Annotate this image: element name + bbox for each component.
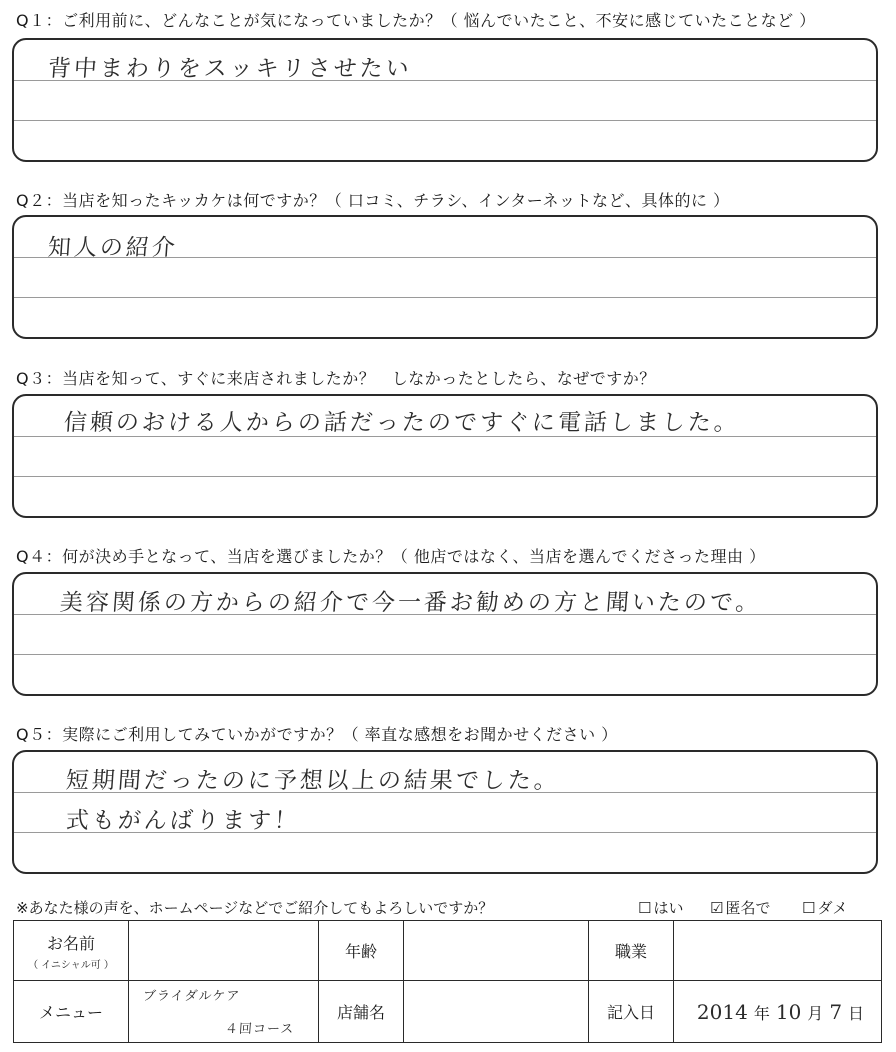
date-day: 7 xyxy=(829,999,843,1024)
answer-box-4 xyxy=(12,572,878,696)
answer-rule xyxy=(14,297,876,298)
consent-option-yes[interactable] xyxy=(638,897,683,918)
question-3-label: Q３：当店を知って、すぐに来店されましたか？ しなかったとしたら、なぜですか？ xyxy=(16,369,656,388)
menu-value-line: ４回コース xyxy=(224,1022,295,1037)
consent-option-label: はい xyxy=(653,899,684,917)
menu-value-line: ブライダルケア xyxy=(142,989,241,1004)
handwritten-answer-line: 知人の紹介 xyxy=(46,235,179,261)
handwritten-answer-line: 信頼のおける人からの話だったのですぐに電話しました。 xyxy=(62,410,741,436)
age-label: 年齢 xyxy=(319,921,404,981)
name-label-cell xyxy=(14,921,129,981)
answer-box-2 xyxy=(12,215,878,339)
checkbox-empty-icon: ☐ xyxy=(638,899,652,917)
answer-rule xyxy=(14,476,876,477)
handwritten-answer-line: 美容関係の方からの紹介で今一番お勧めの方と聞いたので。 xyxy=(58,590,763,616)
question-2-label: Q２：当店を知ったキッカケは何ですか？（ 口コミ、チラシ、インターネットなど、具体的に ） xyxy=(16,191,730,210)
job-label: 職業 xyxy=(589,921,674,981)
handwritten-answer-line: 短期間だったのに予想以上の結果でした。 xyxy=(64,768,561,794)
job-value-cell[interactable] xyxy=(674,921,882,981)
answer-rule xyxy=(14,120,876,121)
handwritten-answer-line: 式もがんばります！ xyxy=(64,808,301,834)
store-value-cell[interactable] xyxy=(404,981,589,1043)
menu-label: メニュー xyxy=(14,981,129,1043)
age-value-cell[interactable] xyxy=(404,921,589,981)
month-unit: 月 xyxy=(807,1003,824,1023)
name-label: お名前 xyxy=(46,933,95,953)
date-month: 10 xyxy=(775,999,802,1024)
checkbox-empty-icon: ☐ xyxy=(802,899,816,917)
store-label: 店舗名 xyxy=(319,981,404,1043)
handwritten-answer-line: 背中まわりをスッキリさせたい xyxy=(46,56,413,82)
consent-question: ※あなた様の声を、ホームページなどでご紹介してもよろしいですか？ xyxy=(16,899,494,917)
name-sub-label: （ イニシャル可 ） xyxy=(28,959,114,971)
answer-box-1 xyxy=(12,38,878,162)
consent-option-no[interactable] xyxy=(802,897,847,918)
consent-option-label: ダメ xyxy=(817,899,848,917)
info-table xyxy=(13,920,882,1043)
day-unit: 日 xyxy=(848,1003,865,1023)
answer-box-5 xyxy=(12,750,878,874)
menu-value-cell[interactable] xyxy=(129,981,319,1043)
date-year: 2014 xyxy=(696,999,748,1024)
consent-option-label: 匿名で xyxy=(725,899,771,917)
answer-box-3 xyxy=(12,394,878,518)
answer-rule xyxy=(14,654,876,655)
question-1-label: Q１：ご利用前に、どんなことが気になっていましたか？（ 悩んでいたこと、不安に感じていたことなど ） xyxy=(16,11,816,30)
checkbox-checked-icon: ☑ xyxy=(710,899,724,917)
consent-option-anonymous[interactable] xyxy=(710,897,770,918)
name-value-cell[interactable] xyxy=(129,921,319,981)
question-5-label: Q５：実際にご利用してみていかがですか？（ 率直な感想をお聞かせください ） xyxy=(16,725,618,744)
date-value-cell[interactable] xyxy=(674,981,882,1043)
date-label: 記入日 xyxy=(589,981,674,1043)
question-4-label: Q４：何が決め手となって、当店を選びましたか？（ 他店ではなく、当店を選んでくださった理由 ） xyxy=(16,547,766,566)
year-unit: 年 xyxy=(753,1003,770,1023)
consent-row xyxy=(16,897,886,918)
